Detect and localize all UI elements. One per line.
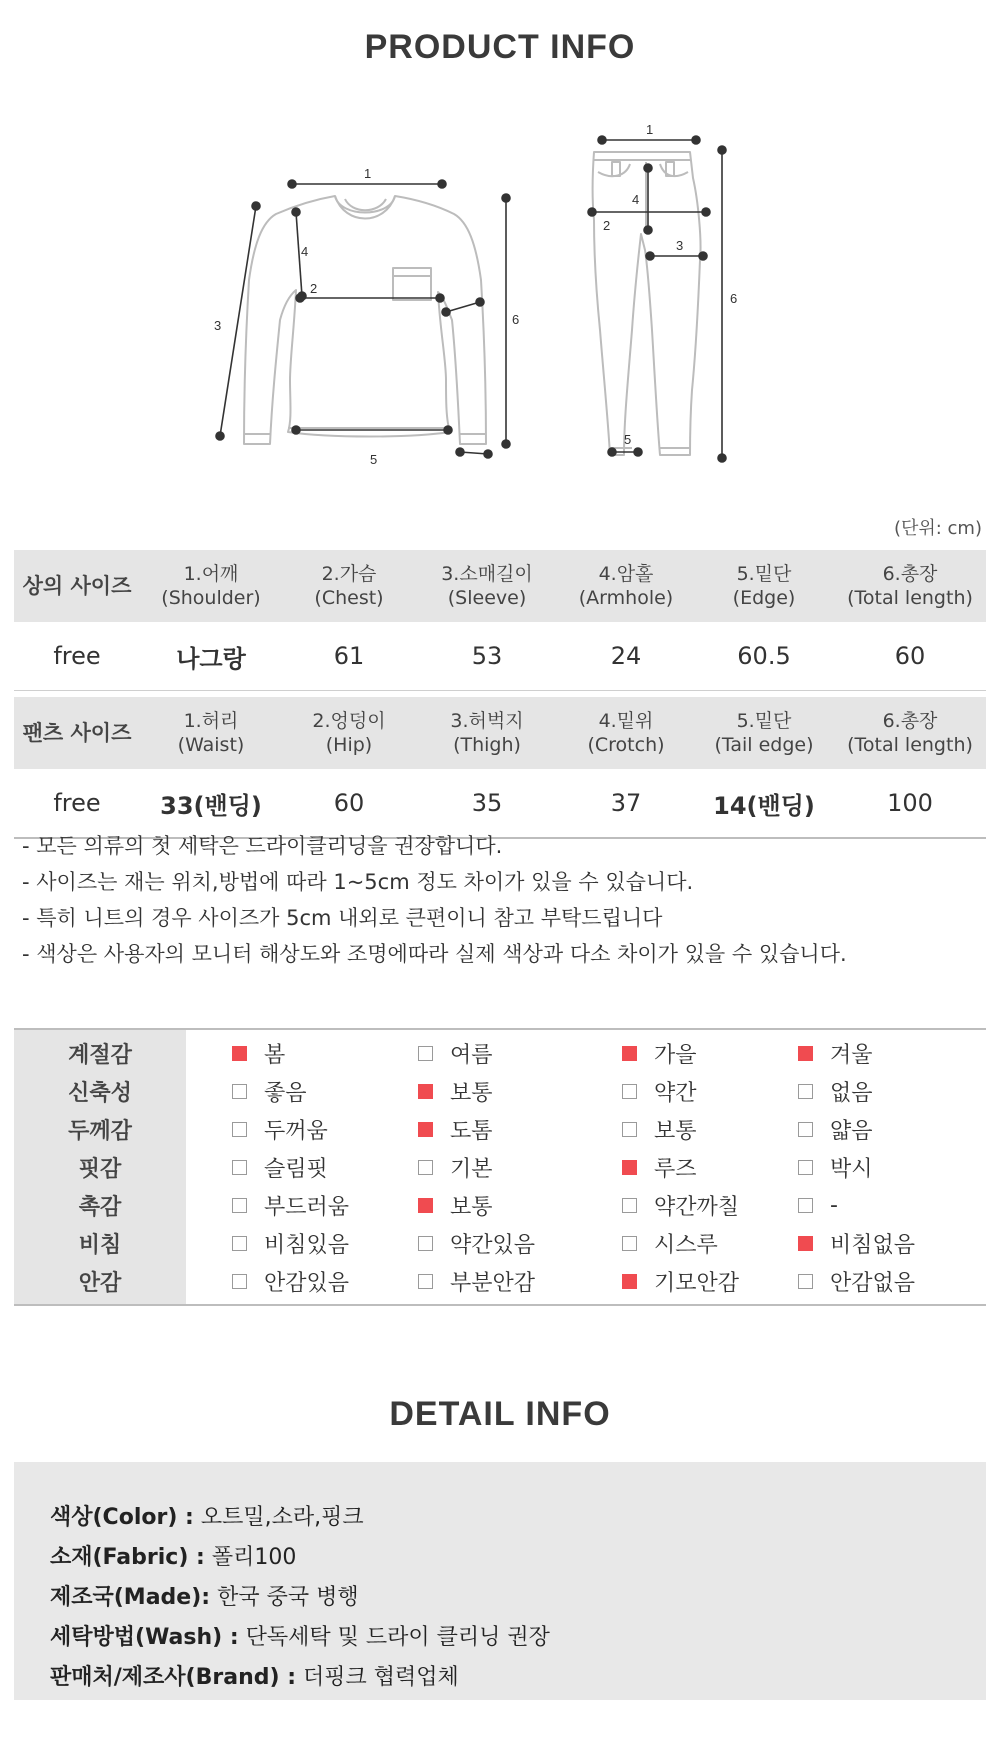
attribute-option[interactable] [592, 1228, 792, 1259]
attribute-option-label: 얇음 [830, 1118, 873, 1144]
attribute-option-cell [592, 1224, 792, 1262]
pants-size-header-row [14, 697, 986, 769]
attribute-option-cell [592, 1110, 792, 1148]
unchecked-box-icon[interactable] [418, 1236, 433, 1251]
unchecked-box-icon[interactable] [418, 1046, 433, 1061]
pants-size-title: 팬츠 사이즈 [14, 697, 140, 769]
unchecked-box-icon[interactable] [798, 1084, 813, 1099]
detail-info-box [14, 1462, 986, 1700]
detail-info-title: DETAIL INFO [389, 1395, 611, 1433]
detail-row-fabric: 소재(Fabric) : 폴리100 [50, 1545, 297, 1570]
attribute-option-cell [792, 1262, 986, 1305]
attribute-option-label: 시스루 [654, 1232, 718, 1258]
top-col-header: 4.암홀 (Armhole) [558, 550, 694, 622]
pants-label-2: 2 [603, 218, 611, 233]
top-col-header: 1.어깨 (Shoulder) [140, 550, 282, 622]
attribute-label: 안감 [14, 1262, 186, 1305]
attribute-option-label: 좋음 [264, 1080, 307, 1106]
attribute-option-cell [792, 1148, 986, 1186]
attribute-option-cell [384, 1148, 592, 1186]
attribute-option-cell [592, 1262, 792, 1305]
product-info-title: PRODUCT INFO [364, 28, 636, 66]
attribute-option-label: 슬림핏 [264, 1156, 328, 1182]
unchecked-box-icon[interactable] [232, 1122, 247, 1137]
checked-box-icon[interactable] [622, 1046, 637, 1061]
attribute-option[interactable] [384, 1076, 592, 1107]
attribute-option[interactable] [384, 1266, 592, 1297]
attribute-row [14, 1224, 986, 1262]
top-value: 60.5 [737, 642, 791, 670]
attribute-option-label: 비침없음 [830, 1232, 916, 1258]
attribute-option-cell [384, 1072, 592, 1110]
tshirt-outline [244, 196, 486, 444]
attribute-option-cell [592, 1148, 792, 1186]
size-diagram [0, 110, 1000, 490]
attribute-option-cell [592, 1029, 792, 1072]
attribute-option-label: 보통 [450, 1194, 493, 1220]
checked-box-icon[interactable] [622, 1274, 637, 1289]
unchecked-box-icon[interactable] [232, 1198, 247, 1213]
note-line: - 색상은 사용자의 모니터 해상도와 조명에따라 실제 색상과 다소 차이가 있을 수 있습니다. [22, 942, 847, 966]
unchecked-box-icon[interactable] [622, 1122, 637, 1137]
tshirt-label-4: 4 [301, 244, 309, 259]
pants-col-header: 4.밑위 (Crotch) [558, 697, 694, 769]
pants-col-header: 3.허벅지 (Thigh) [416, 697, 558, 769]
attribute-option[interactable] [186, 1076, 384, 1107]
tshirt-label-3: 3 [214, 318, 222, 333]
attribute-option[interactable] [792, 1228, 986, 1259]
attribute-option-cell [186, 1262, 384, 1305]
pants-col-header: 6.총장 (Total length) [834, 697, 986, 769]
tshirt-label-1: 1 [364, 166, 372, 181]
attribute-label: 신축성 [14, 1072, 186, 1110]
attribute-option[interactable] [186, 1038, 384, 1069]
attribute-row [14, 1110, 986, 1148]
attribute-option[interactable] [186, 1266, 384, 1297]
tshirt-label-5: 5 [370, 452, 378, 467]
pants-col-header: 5.밑단 (Tail edge) [694, 697, 834, 769]
attribute-option-label: 기모안감 [654, 1270, 740, 1296]
attribute-option[interactable] [186, 1190, 384, 1221]
pants-col-header: 2.엉덩이 (Hip) [282, 697, 416, 769]
attribute-option-cell [186, 1110, 384, 1148]
detail-row-made: 제조국(Made): 한국 중국 병행 [50, 1585, 359, 1610]
attribute-option-cell [792, 1110, 986, 1148]
care-notes [22, 828, 982, 972]
attribute-row [14, 1029, 986, 1072]
pants-label-4: 4 [632, 192, 640, 207]
top-value: 60 [894, 642, 926, 670]
attribute-option[interactable] [592, 1266, 792, 1297]
pants-value: 33(밴딩) [160, 791, 262, 820]
unchecked-box-icon[interactable] [622, 1084, 637, 1099]
checked-box-icon[interactable] [418, 1122, 433, 1137]
attribute-option-label: 기본 [450, 1156, 493, 1182]
checked-box-icon[interactable] [232, 1046, 247, 1061]
attribute-option-label: 두꺼움 [264, 1118, 328, 1144]
attribute-option-cell [592, 1072, 792, 1110]
attribute-option-label: 박시 [830, 1156, 873, 1182]
attribute-option-label: 부드러움 [264, 1194, 350, 1220]
top-value: 61 [333, 642, 365, 670]
checked-box-icon[interactable] [798, 1046, 813, 1061]
tshirt-label-6: 6 [512, 312, 520, 327]
attribute-option[interactable] [384, 1190, 592, 1221]
attribute-option[interactable] [384, 1228, 592, 1259]
unchecked-box-icon[interactable] [418, 1274, 433, 1289]
attribute-label: 두께감 [14, 1110, 186, 1148]
attribute-option[interactable] [186, 1152, 384, 1183]
unchecked-box-icon[interactable] [798, 1160, 813, 1175]
top-value: 53 [471, 642, 503, 670]
top-value: 나그랑 [176, 644, 246, 673]
attribute-option-cell [792, 1186, 986, 1224]
attribute-row [14, 1262, 986, 1305]
attribute-option-cell [384, 1262, 592, 1305]
attribute-option-label: 보통 [450, 1080, 493, 1106]
attribute-option[interactable] [792, 1193, 986, 1218]
attribute-option-label: - [830, 1192, 838, 1218]
unchecked-box-icon[interactable] [232, 1160, 247, 1175]
attribute-row [14, 1148, 986, 1186]
attribute-option[interactable] [592, 1038, 792, 1069]
note-line: - 특히 니트의 경우 사이즈가 5cm 내외로 큰편이니 참고 부탁드립니다 [22, 906, 663, 930]
note-line: - 모든 의류의 첫 세탁은 드라이클리닝을 권장합니다. [22, 834, 503, 858]
top-size-title: 상의 사이즈 [14, 550, 140, 622]
attribute-option[interactable] [384, 1114, 592, 1145]
pants-label-3: 3 [676, 238, 684, 253]
top-size-header-row [14, 550, 986, 622]
attribute-option-cell [384, 1186, 592, 1224]
attribute-option[interactable] [592, 1190, 792, 1221]
detail-row-color: 색상(Color) : 오트밀,소라,핑크 [50, 1505, 364, 1530]
attribute-row [14, 1186, 986, 1224]
pants-label-6: 6 [730, 291, 738, 306]
pants-value: 14(밴딩) [713, 791, 815, 820]
unchecked-box-icon[interactable] [622, 1236, 637, 1251]
attribute-option[interactable] [792, 1114, 986, 1145]
checked-box-icon[interactable] [418, 1084, 433, 1099]
unchecked-box-icon[interactable] [232, 1274, 247, 1289]
attribute-option-cell [792, 1029, 986, 1072]
unchecked-box-icon[interactable] [232, 1084, 247, 1099]
attribute-option-cell [792, 1224, 986, 1262]
attribute-option[interactable] [792, 1152, 986, 1183]
attribute-option[interactable] [592, 1114, 792, 1145]
note-line: - 사이즈는 재는 위치,방법에 따라 1~5cm 정도 차이가 있을 수 있습니다. [22, 870, 694, 894]
attribute-option-cell [186, 1072, 384, 1110]
attribute-option-label: 여름 [450, 1042, 493, 1068]
attribute-option[interactable] [384, 1152, 592, 1183]
top-value: 24 [610, 642, 642, 670]
unchecked-box-icon[interactable] [798, 1198, 813, 1213]
attribute-option-cell [186, 1186, 384, 1224]
checked-box-icon[interactable] [418, 1198, 433, 1213]
attribute-label: 계절감 [14, 1029, 186, 1072]
attribute-option-cell [186, 1148, 384, 1186]
attribute-option-label: 없음 [830, 1080, 873, 1106]
top-col-header: 2.가슴 (Chest) [282, 550, 416, 622]
attribute-option-cell [792, 1072, 986, 1110]
attribute-option-cell [186, 1029, 384, 1072]
attribute-label: 촉감 [14, 1186, 186, 1224]
checked-box-icon[interactable] [622, 1160, 637, 1175]
unchecked-box-icon[interactable] [418, 1160, 433, 1175]
pants-value: 37 [610, 789, 642, 817]
attribute-option-label: 루즈 [654, 1156, 697, 1182]
pants-label-1: 1 [646, 122, 654, 137]
pants-value: 100 [887, 789, 933, 817]
size-table [14, 550, 986, 839]
attribute-option-label: 겨울 [830, 1042, 873, 1068]
attribute-label: 비침 [14, 1224, 186, 1262]
attribute-option-label: 도톰 [450, 1118, 493, 1144]
attribute-option-label: 봄 [264, 1042, 286, 1068]
unchecked-box-icon[interactable] [232, 1236, 247, 1251]
unchecked-box-icon[interactable] [798, 1274, 813, 1289]
pants-col-header: 1.허리 (Waist) [140, 697, 282, 769]
attribute-option-label: 안감없음 [830, 1270, 916, 1296]
attribute-option[interactable] [792, 1038, 986, 1069]
attribute-option-cell [384, 1110, 592, 1148]
attribute-label: 핏감 [14, 1148, 186, 1186]
attribute-option-cell [592, 1186, 792, 1224]
pants-row-label: free [53, 789, 101, 817]
attribute-option[interactable] [384, 1038, 592, 1069]
pants-value: 60 [333, 789, 365, 817]
attribute-option-label: 약간 [654, 1080, 697, 1106]
top-col-header: 6.총장 (Total length) [834, 550, 986, 622]
unit-note: (단위: cm) [893, 518, 982, 539]
top-col-header: 5.밑단 (Edge) [694, 550, 834, 622]
attribute-option-label: 부분안감 [450, 1270, 536, 1296]
attribute-option[interactable] [186, 1228, 384, 1259]
attribute-option[interactable] [186, 1114, 384, 1145]
attribute-option[interactable] [792, 1076, 986, 1107]
attribute-option-cell [384, 1029, 592, 1072]
top-row-label: free [53, 642, 101, 670]
attribute-option-cell [384, 1224, 592, 1262]
attribute-option-label: 약간까칠 [654, 1194, 740, 1220]
pants-value: 35 [471, 789, 503, 817]
attribute-option[interactable] [592, 1076, 792, 1107]
top-col-header: 3.소매길이 (Sleeve) [416, 550, 558, 622]
attribute-option-label: 안감있음 [264, 1270, 350, 1296]
attribute-option-cell [186, 1224, 384, 1262]
pants-label-5: 5 [624, 432, 632, 447]
unchecked-box-icon[interactable] [622, 1198, 637, 1213]
attribute-option-label: 비침있음 [264, 1232, 350, 1258]
attribute-option[interactable] [792, 1266, 986, 1297]
tshirt-label-2: 2 [310, 281, 318, 296]
checked-box-icon[interactable] [798, 1236, 813, 1251]
attribute-row [14, 1072, 986, 1110]
attribute-option-label: 보통 [654, 1118, 697, 1144]
detail-row-brand: 판매처/제조사(Brand) : 더핑크 협력업체 [50, 1665, 459, 1690]
attribute-option-label: 약간있음 [450, 1232, 536, 1258]
attribute-option[interactable] [592, 1152, 792, 1183]
attribute-option-label: 가을 [654, 1042, 697, 1068]
unchecked-box-icon[interactable] [798, 1122, 813, 1137]
top-size-value-row [14, 622, 986, 691]
attribute-table [14, 1028, 986, 1306]
detail-row-wash: 세탁방법(Wash) : 단독세탁 및 드라이 클리닝 권장 [50, 1625, 550, 1650]
